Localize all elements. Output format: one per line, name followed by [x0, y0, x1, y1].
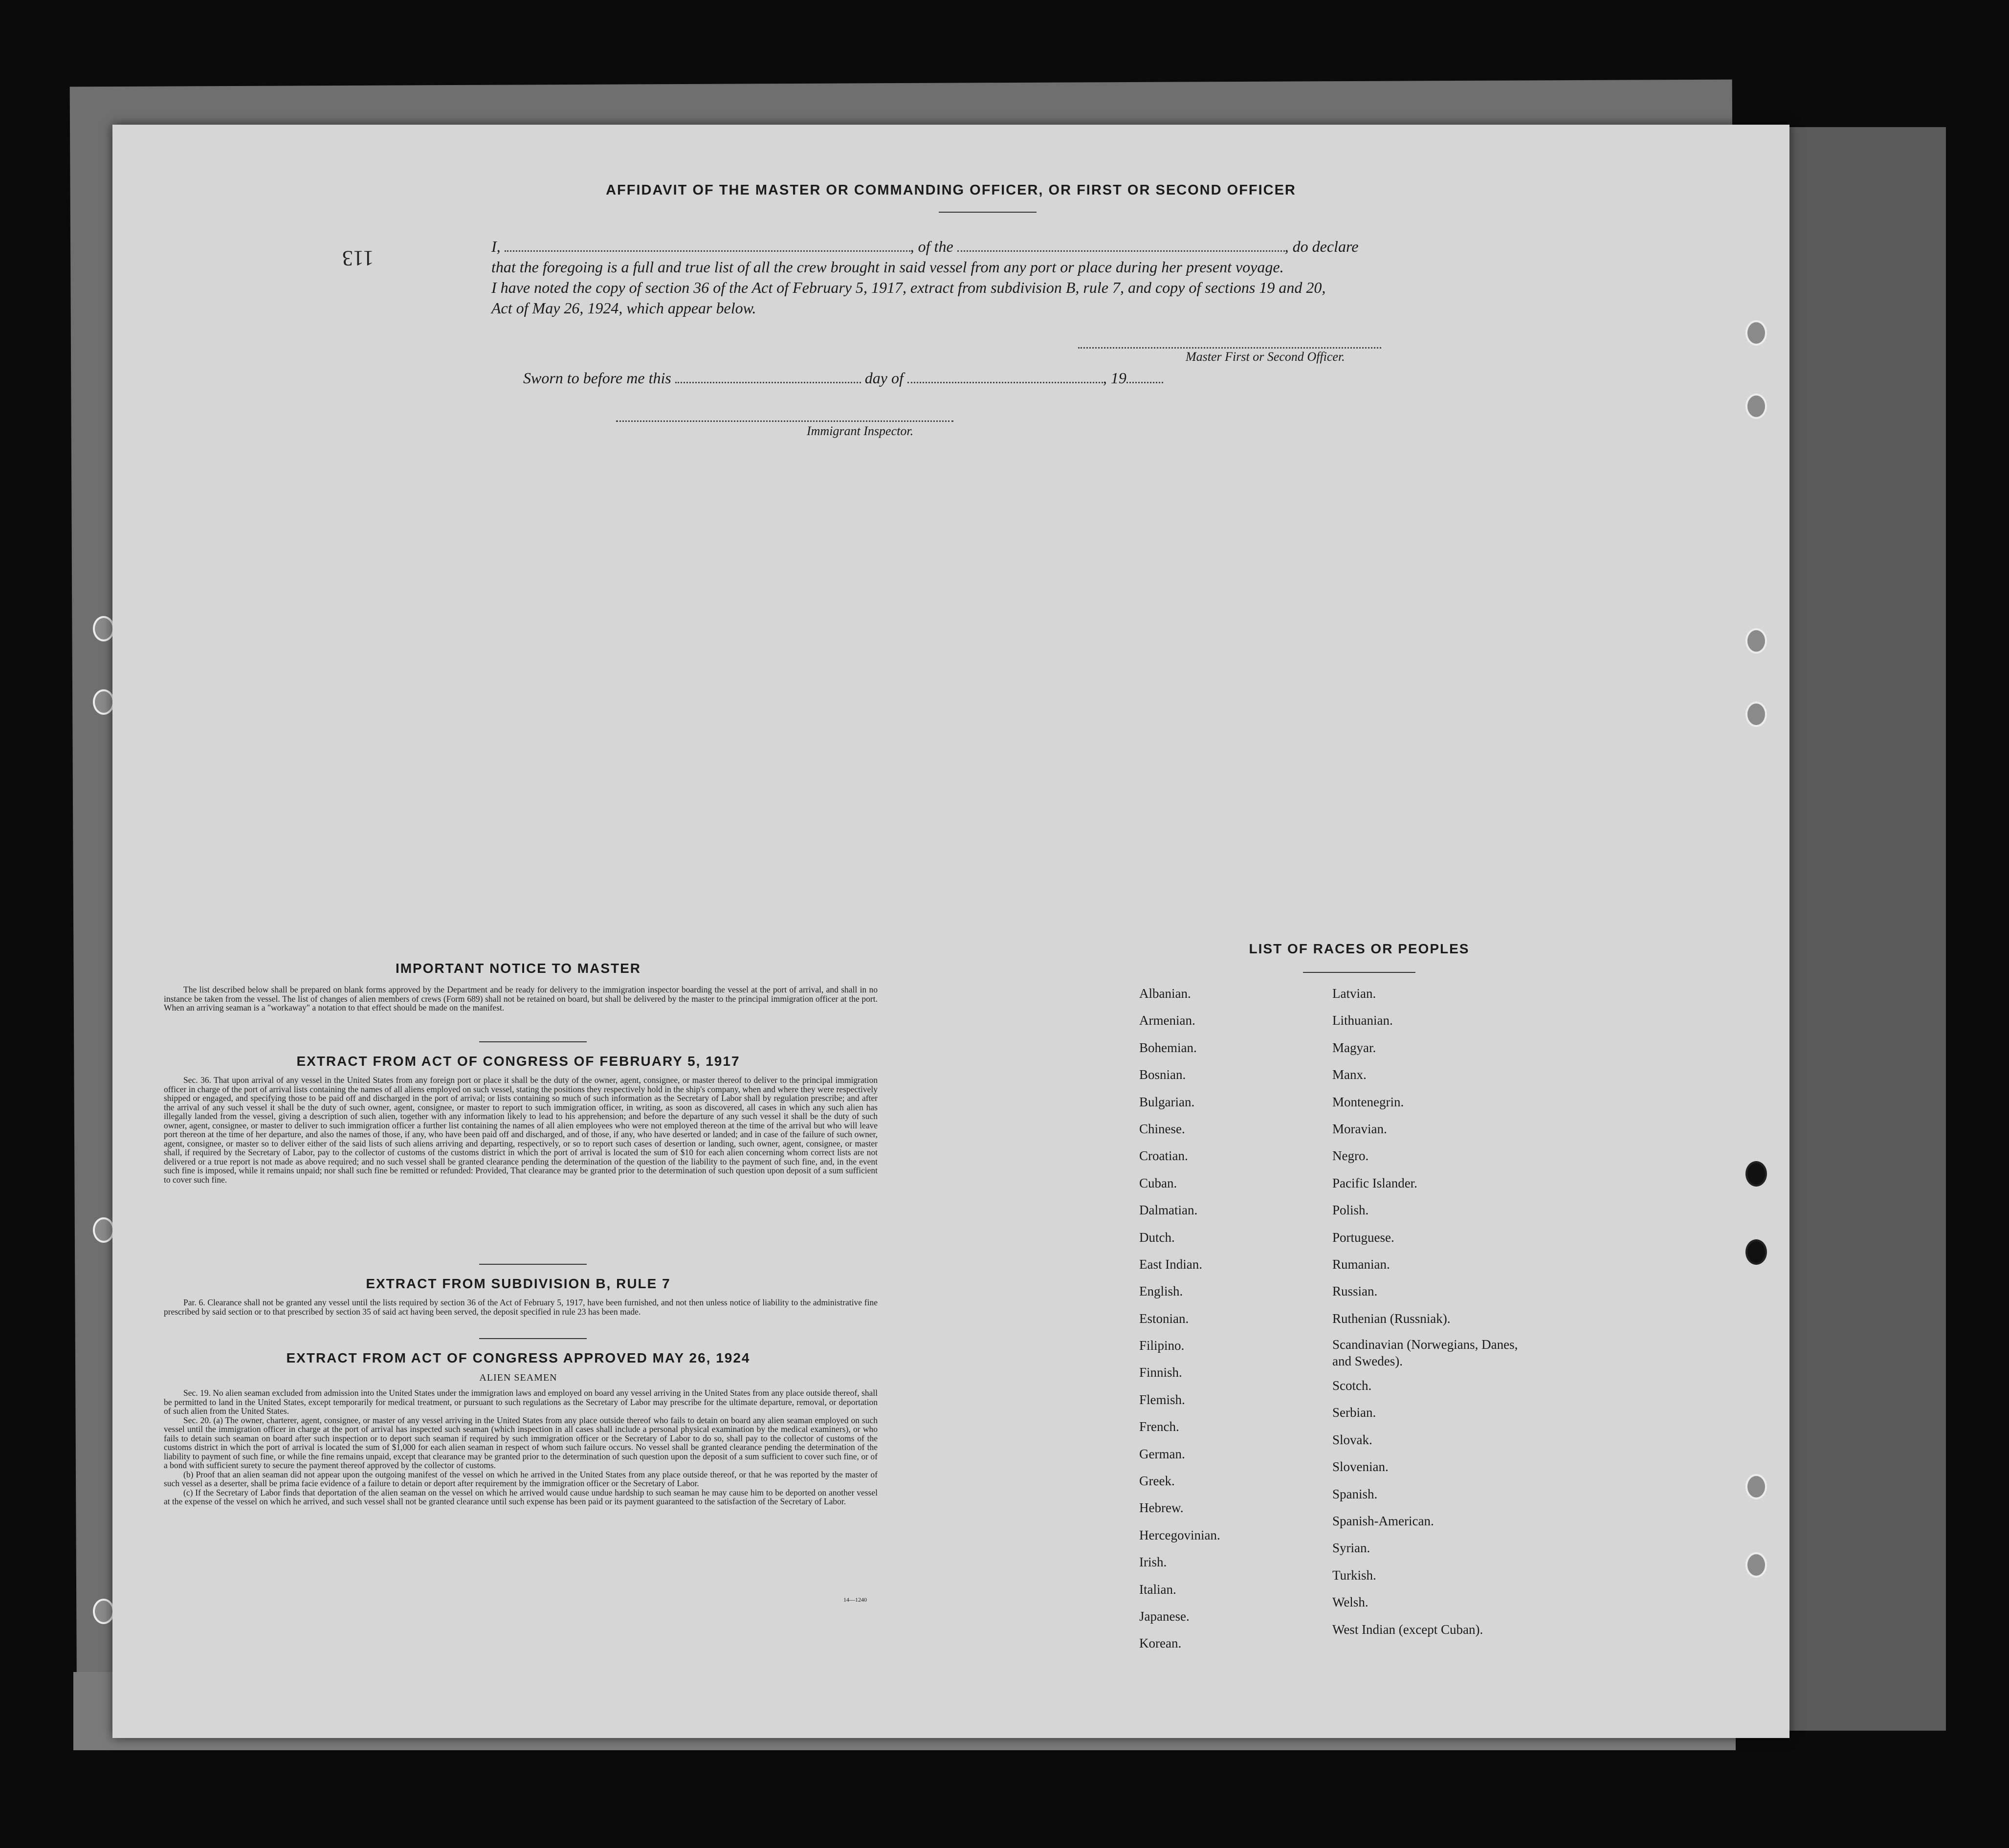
i-label: I,: [491, 238, 501, 255]
binder-hole: [93, 1599, 114, 1624]
sworn-line: [523, 369, 1163, 387]
affidavit-line1: [491, 236, 1358, 257]
divider: [1303, 972, 1415, 973]
divider: [479, 1041, 587, 1042]
section-36-paragraph: Sec. 36. That upon arrival of any vessel in the United States from any foreign port or place it shall be the duty of the owner, agent, consignee, or master thereof to deliver to the principal immigration officer in charge of the port of arrival lists containing the names of all aliens employed on such vessel, stating the positions they respectively hold in the ship's company, when and where they were respectively shipped or engaged, and specifying those to be paid off and discharged in the port of arrival; or lists containing so much of such information as the Secretary of Labor shall by regulation prescribe; and after the arrival of any such vessel it shall be the duty of such owner, agent, consignee, or master to report to such immigration officer, in writing, as soon as discovered, all cases in which any such alien has illegally landed from the vessel, giving a description of such alien, together with any information likely to lead to his apprehension; and before the departure of any such vessel it shall be the duty of such owner, agent, consignee, or master to deliver to such immigration officer a further list containing the names of all alien employees who were not employed thereon at the time of the arrival but who will leave port thereon at the time of her departure, and also the names of those, if any, who have been paid off and discharged, and of those, if any, who have deserted or landed; and in case of the failure of such owner, agent, consignee, or master so to deliver either of the said lists of such aliens arriving and departing, respectively, or so to report such cases of desertion or landing, such owner, agent, consignee, or master shall, if required by the Secretary of Labor, pay to the collector of customs of the customs district in which the port of arrival is located the sum of $10 for each alien concerning whom correct lists are not delivered or a true report is not made as above required; and no such vessel shall be granted clearance pending the determination of the question of the liability to the payment of such fine, and, in the event such fine is imposed, while it remains unpaid; nor shall such fine be remitted or refunded: Provided, That clearance may be granted prior to the determination of such question upon deposit of a sum sufficient to cover such fine.: [164, 1075, 878, 1185]
master-signature-line[interactable]: [1078, 347, 1381, 349]
punch-hole: [1745, 628, 1767, 654]
race-item: Portuguese.: [1332, 1230, 1394, 1245]
rule-7-text: [164, 1298, 878, 1316]
race-item: Flemish.: [1139, 1392, 1185, 1407]
divider: [479, 1264, 587, 1265]
races-title: LIST OF RACES OR PEOPLES: [1249, 941, 1470, 956]
affidavit-line3: I have noted the copy of section 36 of the Act of February 5, 1917, extract from subdivision B, rule 7, and copy of sections 19 and 20,: [491, 279, 1326, 296]
year-label: , 19: [1103, 369, 1126, 387]
race-item: Finnish.: [1139, 1365, 1182, 1380]
sworn-day-field[interactable]: [675, 382, 861, 383]
race-item: Magyar.: [1332, 1040, 1376, 1055]
extract-1917-text: [164, 1076, 878, 1184]
race-item: Moravian.: [1332, 1121, 1387, 1136]
extract-1924-title: EXTRACT FROM ACT OF CONGRESS APPROVED MAY 26, 1924: [286, 1350, 751, 1365]
race-item: Chinese.: [1139, 1121, 1185, 1136]
race-item: German.: [1139, 1446, 1185, 1461]
race-item: Bohemian.: [1139, 1040, 1197, 1055]
punch-hole: [1745, 1552, 1767, 1578]
punch-hole: [1745, 1474, 1767, 1499]
document-page: [112, 125, 1789, 1738]
races-column-2: [1332, 980, 1538, 1643]
divider: [939, 212, 1037, 213]
race-item: Rumanian.: [1332, 1256, 1390, 1272]
race-item: Japanese.: [1139, 1608, 1190, 1624]
race-item: Latvian.: [1332, 986, 1376, 1001]
race-item: Slovenian.: [1332, 1459, 1389, 1474]
race-item: Welsh.: [1332, 1595, 1369, 1610]
affidavit-line2: that the foregoing is a full and true list of all the crew brought in said vessel from any port or place during her present voyage.: [491, 258, 1284, 276]
notice-title: IMPORTANT NOTICE TO MASTER: [395, 961, 641, 976]
punch-hole: [1745, 702, 1767, 727]
race-item: Korean.: [1139, 1636, 1182, 1651]
race-item: Bosnian.: [1139, 1067, 1186, 1082]
race-item: Spanish-American.: [1332, 1514, 1434, 1529]
race-item: French.: [1139, 1419, 1179, 1434]
sworn-year-field[interactable]: [1126, 382, 1163, 383]
race-item: West Indian (except Cuban).: [1332, 1622, 1483, 1637]
race-item: Turkish.: [1332, 1567, 1376, 1583]
sworn-label: Sworn to before me this: [523, 369, 671, 387]
race-item: Scandinavian (Norwegians, Danes, and Swedes).: [1332, 1337, 1518, 1369]
notice-paragraph: The list described below shall be prepared on blank forms approved by the Department and be ready for delivery to the immigration inspector boarding the vessel at the port of arrival, and shall in no instance be taken from the vessel. The list of changes of alien members of crews (Form 689) shall not be retained on board, but shall be delivered by the master to the principal immigration officer at the port. When an arriving seaman is a "workaway" a notation to that effect should be made on the manifest.: [164, 985, 878, 1012]
section-20b-paragraph: (b) Proof that an alien seaman did not appear upon the outgoing manifest of the vessel on which he arrived in the United States from any place outside thereof, or that he was reported by the master of such vessel as a deserter, shall be prima facie evidence of a failure to detain or deport after requirement by the immigration officer or the Secretary of Labor.: [164, 1469, 878, 1488]
inspector-signature-line[interactable]: [616, 420, 953, 422]
stamp-number: 113: [342, 246, 374, 270]
race-item: Estonian.: [1139, 1311, 1189, 1326]
punch-hole: [1745, 394, 1767, 419]
binder-hole: [93, 616, 114, 641]
race-item: Ruthenian (Russniak).: [1332, 1311, 1451, 1326]
punch-hole: [1745, 1239, 1767, 1265]
race-item: Serbian.: [1332, 1405, 1376, 1420]
race-item: Lithuanian.: [1332, 1013, 1393, 1028]
form-number: 14—1240: [843, 1596, 867, 1603]
race-item: Dutch.: [1139, 1230, 1175, 1245]
affidavit-title: AFFIDAVIT OF THE MASTER OR COMMANDING OFFICER, OR FIRST OR SECOND OFFICER: [606, 182, 1296, 198]
race-item: Polish.: [1332, 1203, 1369, 1218]
extract-1917-title: EXTRACT FROM ACT OF CONGRESS OF FEBRUARY 5, 1917: [296, 1054, 740, 1069]
races-column-1: [1139, 980, 1220, 1657]
race-item: Russian.: [1332, 1284, 1378, 1299]
race-item: Dalmatian.: [1139, 1203, 1198, 1218]
binder-hole: [93, 689, 114, 715]
divider: [479, 1338, 587, 1339]
race-item: Pacific Islander.: [1332, 1175, 1417, 1190]
alien-seamen-subtitle: ALIEN SEAMEN: [479, 1372, 557, 1383]
notice-text: [164, 985, 878, 1012]
race-item: Scotch.: [1332, 1378, 1372, 1393]
sworn-month-field[interactable]: [907, 382, 1103, 383]
race-item: Negro.: [1332, 1148, 1369, 1164]
race-item: English.: [1139, 1284, 1183, 1299]
race-item: Manx.: [1332, 1067, 1367, 1082]
race-item: Croatian.: [1139, 1148, 1188, 1164]
race-item: Syrian.: [1332, 1540, 1370, 1556]
name-field[interactable]: [505, 250, 910, 252]
race-item: Albanian.: [1139, 986, 1191, 1001]
do-declare-label: , do declare: [1284, 238, 1359, 255]
race-item: Hercegovinian.: [1139, 1527, 1220, 1542]
race-item: Cuban.: [1139, 1175, 1177, 1190]
race-item: Hebrew.: [1139, 1500, 1184, 1516]
master-signature-label: Master First or Second Officer.: [1186, 350, 1345, 364]
binder-hole: [93, 1217, 114, 1243]
vessel-field[interactable]: [957, 250, 1285, 252]
rule-7-title: EXTRACT FROM SUBDIVISION B, RULE 7: [366, 1276, 671, 1291]
race-item: Montenegrin.: [1332, 1094, 1404, 1109]
day-of-label: day of: [864, 369, 904, 387]
race-item: Spanish.: [1332, 1486, 1378, 1501]
race-item: East Indian.: [1139, 1256, 1202, 1272]
of-the-label: , of the: [910, 238, 953, 255]
race-item: Armenian.: [1139, 1013, 1195, 1028]
section-20a-paragraph: Sec. 20. (a) The owner, charterer, agent, consignee, or master of any vessel arriving in the United States from any place outside thereof who fails to detain on board any alien seaman employed on such vessel until the immigration officer in charge at the port of arrival has inspected such seaman (which inspection in all cases shall include a personal physical examination by the medical examiners), or who fails to detain such seaman on board after such inspection or to deport such seaman if required by such immigration officer or the Secretary of Labor to do so, shall pay to the collector of customs of the customs district in which the port of arrival is located the sum of $1,000 for each alien seaman in respect of whom such failure occurs. No vessel shall be granted clearance pending the determination of the liability to payment of such fine, or while the fine remains unpaid, except that clearance may be granted prior to the determination of such question upon the deposit of a sum sufficient to cover such fine, or of a bond with sufficient surety to secure the payment thereof approved by the collector of customs.: [164, 1415, 878, 1470]
race-item: Italian.: [1139, 1582, 1176, 1597]
race-item: Bulgarian.: [1139, 1094, 1195, 1109]
affidavit-line4: Act of May 26, 1924, which appear below.: [491, 299, 756, 317]
punch-hole: [1745, 1161, 1767, 1187]
race-item: Filipino.: [1139, 1338, 1185, 1353]
par-6-paragraph: Par. 6. Clearance shall not be granted any vessel until the lists required by section 36 of the Act of February 5, 1917, have been furnished, and not then unless notice of liability to the administrative fine prescribed by said section or to that prescribed by section 35 of said act having been served, the deposit specified in rule 23 has been made.: [164, 1298, 878, 1317]
section-20c-paragraph: (c) If the Secretary of Labor finds that deportation of the alien seaman on the vessel on which he arrived would cause undue hardship to such seaman he may cause him to be deported on another vessel at the expense of the vessel on which he arrived, and such vessel shall not be granted clearance until such expense has been paid or its payment guaranteed to the satisfaction of the Secretary of Labor.: [164, 1487, 878, 1506]
extract-1924-text: [164, 1388, 878, 1506]
race-item: Slovak.: [1332, 1432, 1372, 1447]
race-item: Greek.: [1139, 1474, 1175, 1489]
inspector-signature-label: Immigrant Inspector.: [807, 424, 914, 438]
race-item: Irish.: [1139, 1555, 1167, 1570]
section-19-paragraph: Sec. 19. No alien seaman excluded from admission into the United States under the immigration laws and employed on board any vessel arriving in the United States from any place outside thereof, shall be permitted to land in the United States, except temporarily for medical treatment, or pursuant to such regulations as the Secretary of Labor may prescribe for the ultimate departure, removal, or deportation of such alien from the United States.: [164, 1388, 878, 1416]
punch-hole: [1745, 320, 1767, 346]
